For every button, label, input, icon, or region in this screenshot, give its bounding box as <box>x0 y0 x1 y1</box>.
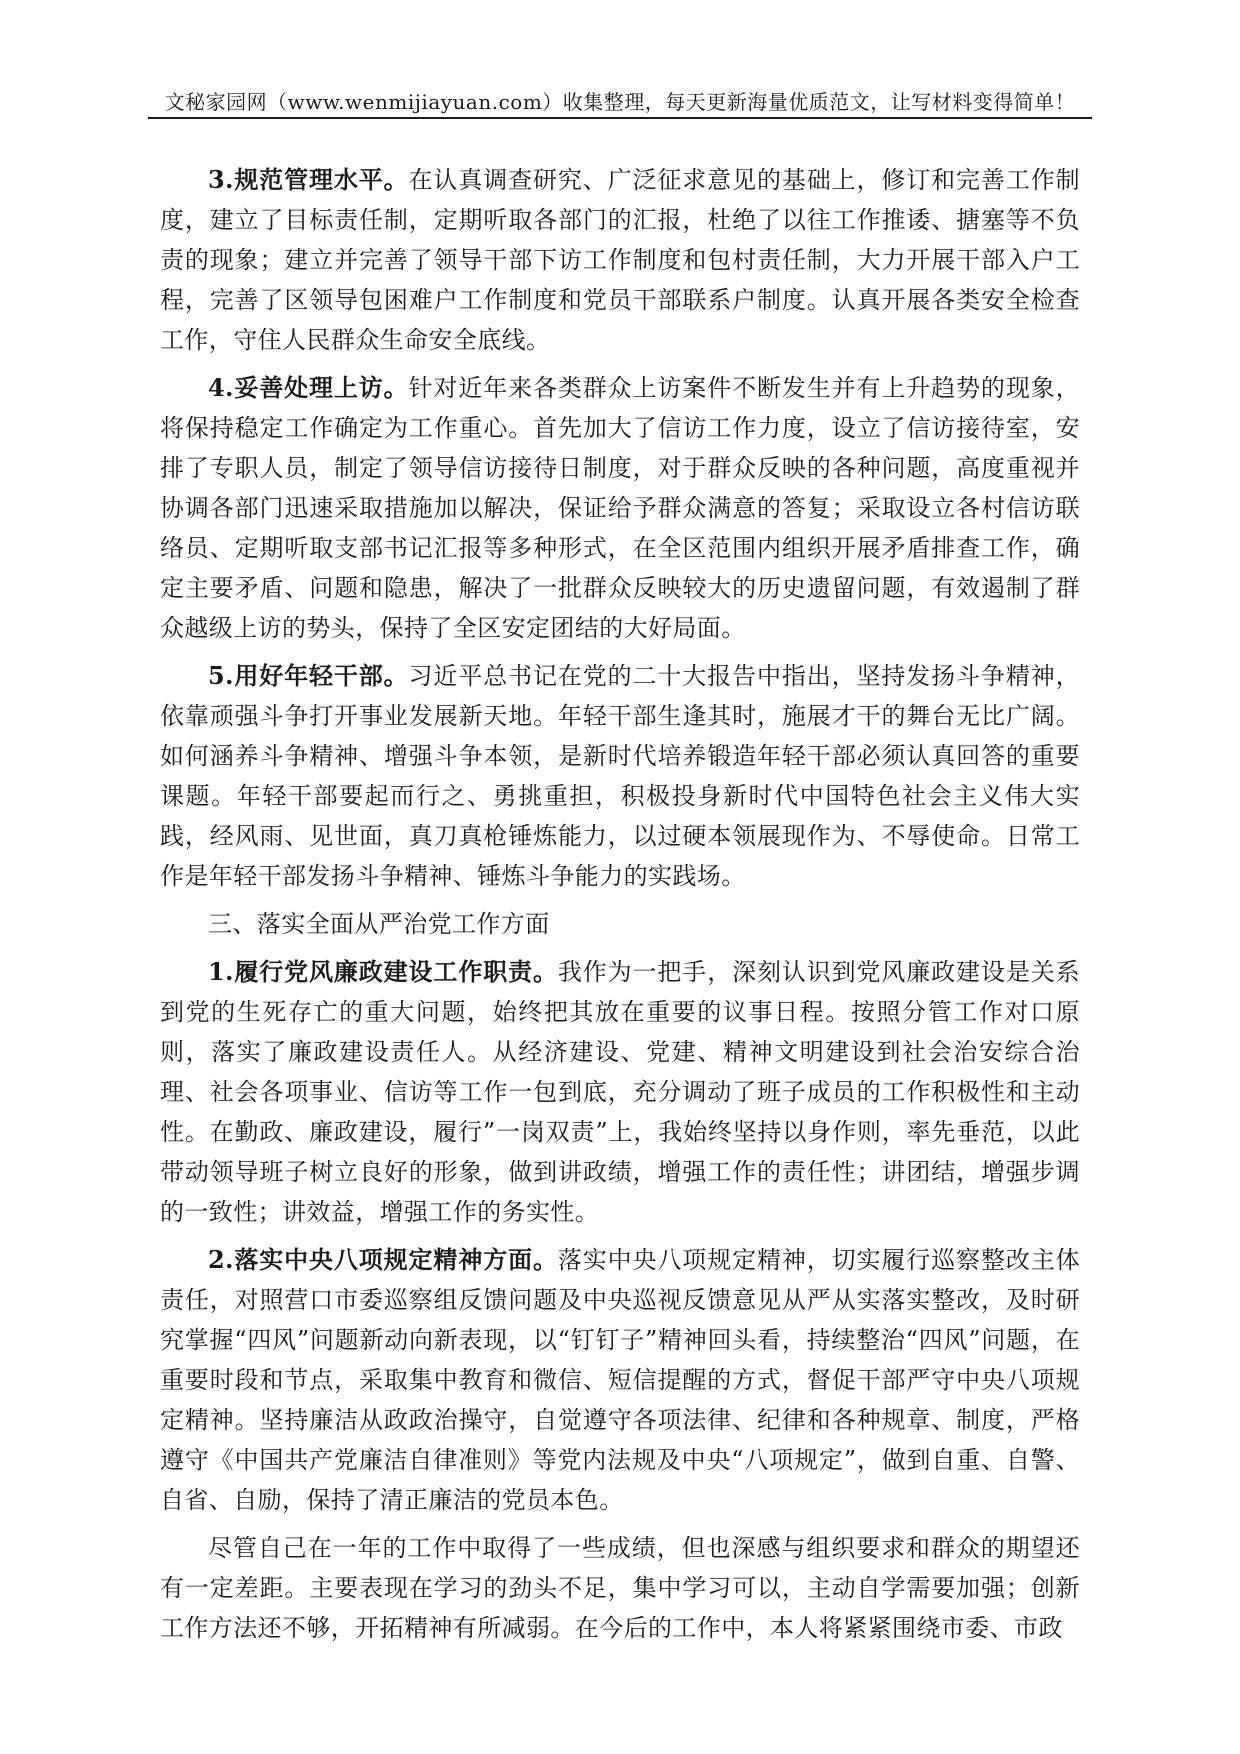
document-body <box>160 160 1080 1656</box>
closing-paragraph: 尽管自己在一年的工作中取得了一些成绩，但也深感与组织要求和群众的期望还有一定差距。主要表现在学习的劲头不足，集中学习可以，主动自学需要加强；创新工作方法还不够，开拓精神有所减弱。在今后的工作中，本人将紧紧围绕市委、市政 <box>160 1534 1080 1642</box>
paragraph-lead: 3.规范管理水平。 <box>208 165 409 194</box>
paragraph-lead: 2.落实中央八项规定精神方面。 <box>208 1245 558 1274</box>
paragraph-lead: 5.用好年轻干部。 <box>208 661 409 690</box>
paragraph-text: 在认真调查研究、广泛征求意见的基础上，修订和完善工作制度，建立了目标责任制，定期听取各部门的汇报，杜绝了以往工作推诿、搪塞等不负责的现象；建立并完善了领导干部下访工作制度和包村责任制，大力开展干部入户工程，完善了区领导包困难户工作制度和党员干部联系户制度。认真开展各类安全检查工作，守住人民群众生命安全底线。 <box>160 166 1080 354</box>
paragraph-5 <box>160 656 1080 896</box>
section-heading: 三、落实全面从严治党工作方面 <box>208 910 550 938</box>
paragraph-text: 针对近年来各类群众上访案件不断发生并有上升趋势的现象，将保持稳定工作确定为工作重心。首先加大了信访工作力度，设立了信访接待室，安排了专职人员，制定了领导信访接待日制度，对于群众反映的各种问题，高度重视并协调各部门迅速采取措施加以解决，保证给予群众满意的答复；采取设立各村信访联络员、定期听取支部书记汇报等多种形式，在全区范围内组织开展矛盾排查工作，确定主要矛盾、问题和隐患，解决了一批群众反映较大的历史遗留问题，有效遏制了群众越级上访的势头，保持了全区安定团结的大好局面。 <box>160 374 1080 642</box>
paragraph-4 <box>160 368 1080 648</box>
paragraph-3 <box>160 160 1080 360</box>
paragraph-text: 我作为一把手，深刻认识到党风廉政建设是关系到党的生死存亡的重大问题，始终把其放在重要的议事日程。按照分管工作对口原则，落实了廉政建设责任人。从经济建设、党建、精神文明建设到社会治安综合治理、社会各项事业、信访等工作一包到底，充分调动了班子成员的工作积极性和主动性。在勤政、廉政建设，履行”一岗双责”上，我始终坚持以身作则，率先垂范，以此带动领导班子树立良好的形象，做到讲政绩，增强工作的责任性；讲团结，增强步调的一致性；讲效益，增强工作的务实性。 <box>160 958 1080 1226</box>
paragraph-lead: 1.履行党风廉政建设工作职责。 <box>208 957 558 986</box>
paragraph-text: 习近平总书记在党的二十大报告中指出，坚持发扬斗争精神，依靠顽强斗争打开事业发展新天地。年轻干部生逢其时，施展才干的舞台无比广阔。如何涵养斗争精神、增强斗争本领，是新时代培养锻造年轻干部必须认真回答的重要课题。年轻干部要起而行之、勇挑重担，积极投身新时代中国特色社会主义伟大实践，经风雨、见世面，真刀真枪锤炼能力，以过硬本领展现作为、不辱使命。日常工作是年轻干部发扬斗争精神、锤炼斗争能力的实践场。 <box>160 662 1080 890</box>
page-header: 文秘家园网（www.wenmijiayuan.com）收集整理，每天更新海量优质范文，让写材料变得简单！ <box>164 90 1076 114</box>
section-paragraph-2 <box>160 1240 1080 1520</box>
paragraph-text: 落实中央八项规定精神，切实履行巡察整改主体责任，对照营口市委巡察组反馈问题及中央巡视反馈意见从严从实落实整改，及时研究掌握“四风”问题新动向新表现，以“钉钉子”精神回头看，持续整治“四风”问题，在重要时段和节点，采取集中教育和微信、短信提醒的方式，督促干部严守中央八项规定精神。坚持廉洁从政政治操守，自觉遵守各项法律、纪律和各种规章、制度，严格遵守《中国共产党廉洁自律准则》等党内法规及中央“八项规定”，做到自重、自警、自省、自励，保持了清正廉洁的党员本色。 <box>160 1246 1080 1514</box>
paragraph-lead: 4.妥善处理上访。 <box>208 373 409 402</box>
section-paragraph-1 <box>160 952 1080 1232</box>
header-rule <box>148 117 1092 119</box>
